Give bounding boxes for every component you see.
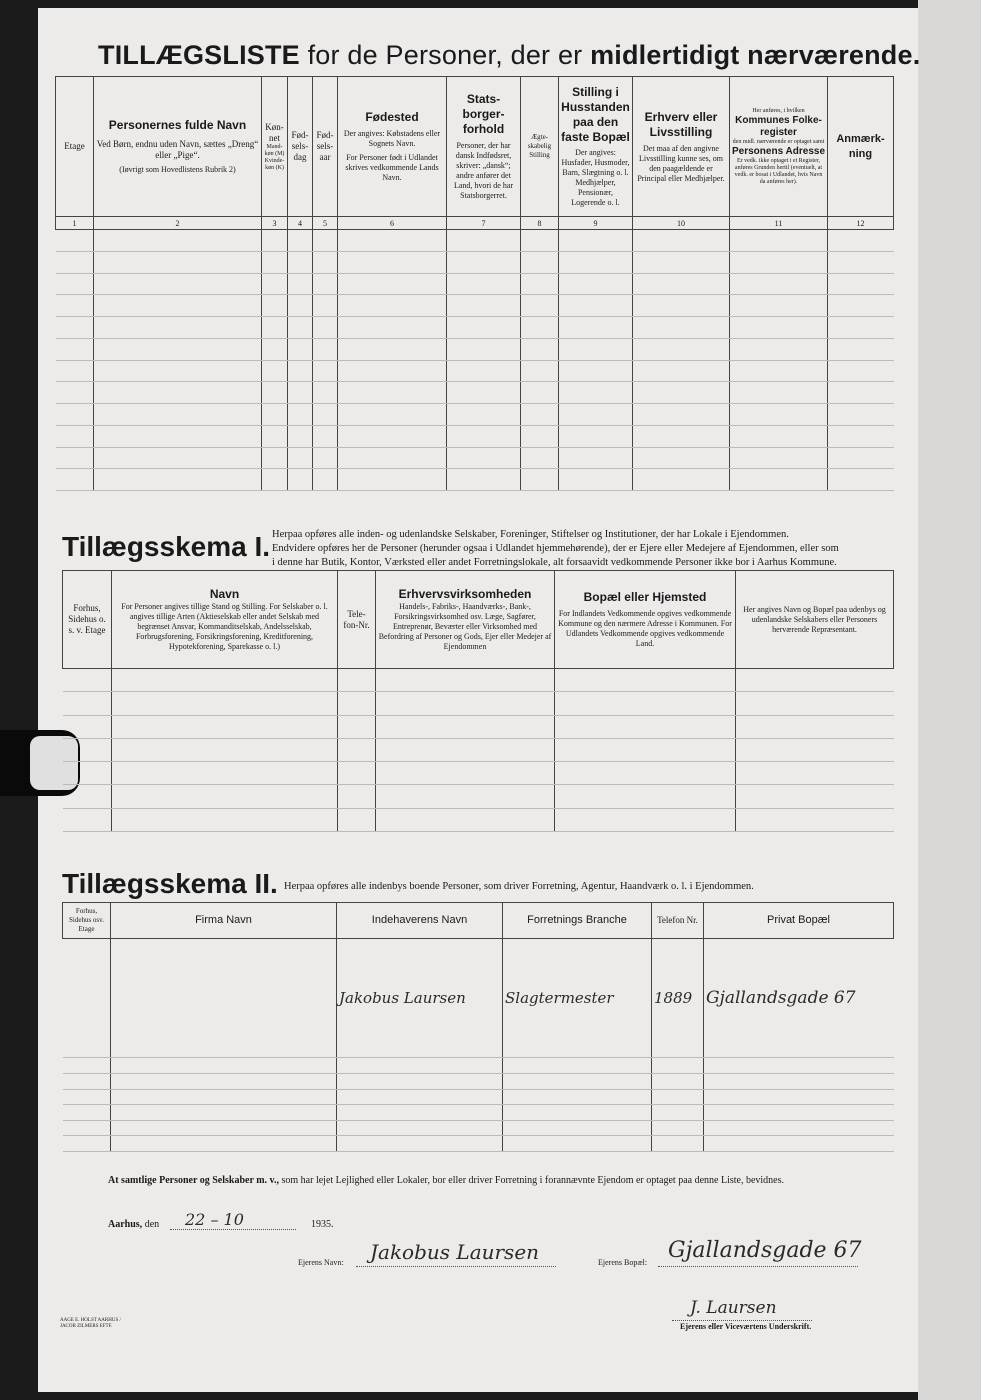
skema2-col-firma: Firma Navn bbox=[111, 903, 337, 939]
handwritten-telefon: 1889 bbox=[652, 939, 704, 1058]
skema2-col-branche: Forretnings Branche bbox=[503, 903, 652, 939]
handwritten-bopael: Gjallandsgade 67 bbox=[704, 939, 894, 1058]
skema2-col-telefon: Telefon Nr. bbox=[652, 903, 704, 939]
column-numbers: 1 2 3 4 5 6 7 8 9 10 11 12 bbox=[56, 217, 894, 230]
col-etage: Etage bbox=[56, 77, 94, 217]
title-bold-end: midlertidigt nærværende. bbox=[590, 40, 921, 70]
col-erhverv: Erhverv eller Livsstilling Det maa af den angivne Livsstilling kunne ses, om den paagældende er Principal eller Medhjælper. bbox=[633, 77, 730, 217]
skema1-col-telefon: Tele-fon-Nr. bbox=[338, 571, 376, 669]
handwritten-indehaver: Jakobus Laursen bbox=[337, 939, 503, 1058]
table-row bbox=[63, 939, 894, 1058]
col-register: Her anføres, i hvilken Kommunes Folke-register den midl. nærværende er optaget samt Personens Adresse Er vedk. ikke optaget i et Register, anføres Grunden hertil (eventuelt, at vedk. er bosat i Udlandet, hvis Navn da anføres her). bbox=[730, 77, 828, 217]
skema2-col-bopael: Privat Bopæl bbox=[704, 903, 894, 939]
handwritten-date: 22 – 10 bbox=[185, 1210, 244, 1229]
col-koen: Køn-net Mand-køn (M) Kvinde-køn (K) bbox=[262, 77, 288, 217]
printer-imprint: AAGE E. HOLST AARHUS / JACOB ZILMERS EFTF. bbox=[60, 1318, 121, 1329]
adjacent-page-edge bbox=[918, 0, 981, 1400]
col-foedselsdag: Fød-sels-dag bbox=[288, 77, 313, 217]
skema1-col-navn: Navn For Personer angives tillige Stand og Stilling. For Selskaber o. l. angives tillige Arten (Aktieselskab eller andet Selskab med begrænset Ansvar, Kommanditselskab, Andelsselskab, Forbrugsforening, Forsikringsforening, Kreditforening, Hypotekforening, Sparekasse o. l.) bbox=[112, 571, 338, 669]
skema1-col-etage: Forhus, Sidehus o. s. v. Etage bbox=[63, 571, 112, 669]
underskrift-signature: J. Laursen bbox=[690, 1298, 777, 1318]
col-anmaerkning: Anmærk-ning bbox=[828, 77, 894, 217]
col-aegteskab: Ægte-skabelig Stilling bbox=[521, 77, 559, 217]
ejer-navn-label: Ejerens Navn: bbox=[298, 1258, 344, 1267]
attestation-statement: At samtlige Personer og Selskaber m. v., som har lejet Lejlighed eller Lokaler, bor eller driver Forretning i forannævnte Ejendom er optaget paa denne Liste, bevidnes. bbox=[108, 1175, 784, 1186]
skema1-title: Tillægsskema I. bbox=[62, 531, 271, 562]
skema1-intro: Herpaa opføres alle inden- og udenlandske Selskaber, Foreninger, Stiftelser og Institutioner, der har Lokale i Ejendommen. Endvidere opføres her de Personer (herunder ogsaa i Udlandet hjemmehørende), der er Ejere eller Medejere af Ejendommen, eller som i denne har Butik, Kontor, Værksted eller andet Forretningslokale, alt forsaavidt vedkommende Personer ikke bor i Aarhus Kommune. bbox=[272, 529, 839, 568]
ejer-navn-signature: Jakobus Laursen bbox=[370, 1240, 540, 1264]
skema2-col-etage: Forhus, Sidehus osv. Etage bbox=[63, 903, 111, 939]
col-stilling: Stilling i Husstanden paa den faste Bopæl Der angives: Husfader, Husmoder, Barn, Slægtning o. l. Medhjælper, Pensionær, Logerende o. l. bbox=[559, 77, 633, 217]
handwritten-branche: Slagtermester bbox=[503, 939, 652, 1058]
col-statsborger: Stats-borger-forhold Personer, der har dansk Indfødsret, skriver: „dansk“; andre anfører det Land, hvori de har Statsborgerret. bbox=[447, 77, 521, 217]
ejer-bopael-handwritten: Gjallandsgade 67 bbox=[668, 1238, 862, 1263]
skema2-table bbox=[62, 902, 894, 1152]
title-mid: for de Personer, der er bbox=[299, 40, 591, 70]
skema2-intro: Herpaa opføres alle indenbys boende Personer, som driver Forretning, Agentur, Haandværk o. l. i Ejendommen. bbox=[284, 881, 754, 892]
ejer-bopael-label: Ejerens Bopæl: bbox=[598, 1258, 648, 1267]
col-navn: Personernes fulde Navn Ved Børn, endnu uden Navn, sættes „Dreng“ eller „Pige“. (Iøvrigt som Hovedlistens Rubrik 2) bbox=[94, 77, 262, 217]
date-line: Aarhus, den bbox=[108, 1219, 160, 1230]
underskrift-label: Ejerens eller Viceværtens Underskrift. bbox=[680, 1322, 812, 1331]
year: 1935. bbox=[311, 1219, 334, 1230]
skema1-col-repraesentant: Her angives Navn og Bopæl paa udenbys og udenlandske Selskabers eller Personers herværende Repræsentant. bbox=[736, 571, 894, 669]
skema2-col-indehaver: Indehaverens Navn bbox=[337, 903, 503, 939]
tillaegsliste-table bbox=[55, 76, 894, 491]
page-title bbox=[98, 40, 920, 71]
col-foedselsaar: Fød-sels-aar bbox=[313, 77, 338, 217]
skema2-title: Tillægsskema II. bbox=[62, 868, 278, 899]
skema1-col-erhverv: Erhvervsvirksomheden Handels-, Fabriks-, Haandværks-, Bank-, Forsikringsvirksomhed osv. Læge, Sagfører, Entreprenør, Beværter eller Virksomhed med Befordring af Personer og Gods, Ejer eller Medejer af Ejendommen bbox=[376, 571, 555, 669]
skema1-table bbox=[62, 570, 894, 832]
title-main: TILLÆGSLISTE bbox=[98, 40, 300, 70]
skema1-col-bopael: Bopæl eller Hjemsted For Indlandets Vedkommende opgives vedkommende Kommune og den nærmere Adresse i Kommunen. For Udlandets Vedkommende opgives vedkommende Land. bbox=[555, 571, 736, 669]
col-foedested: Fødested Der angives: Købstadens eller Sognets Navn. For Personer født i Udlandet skrives vedkommende Lands Navn. bbox=[338, 77, 447, 217]
